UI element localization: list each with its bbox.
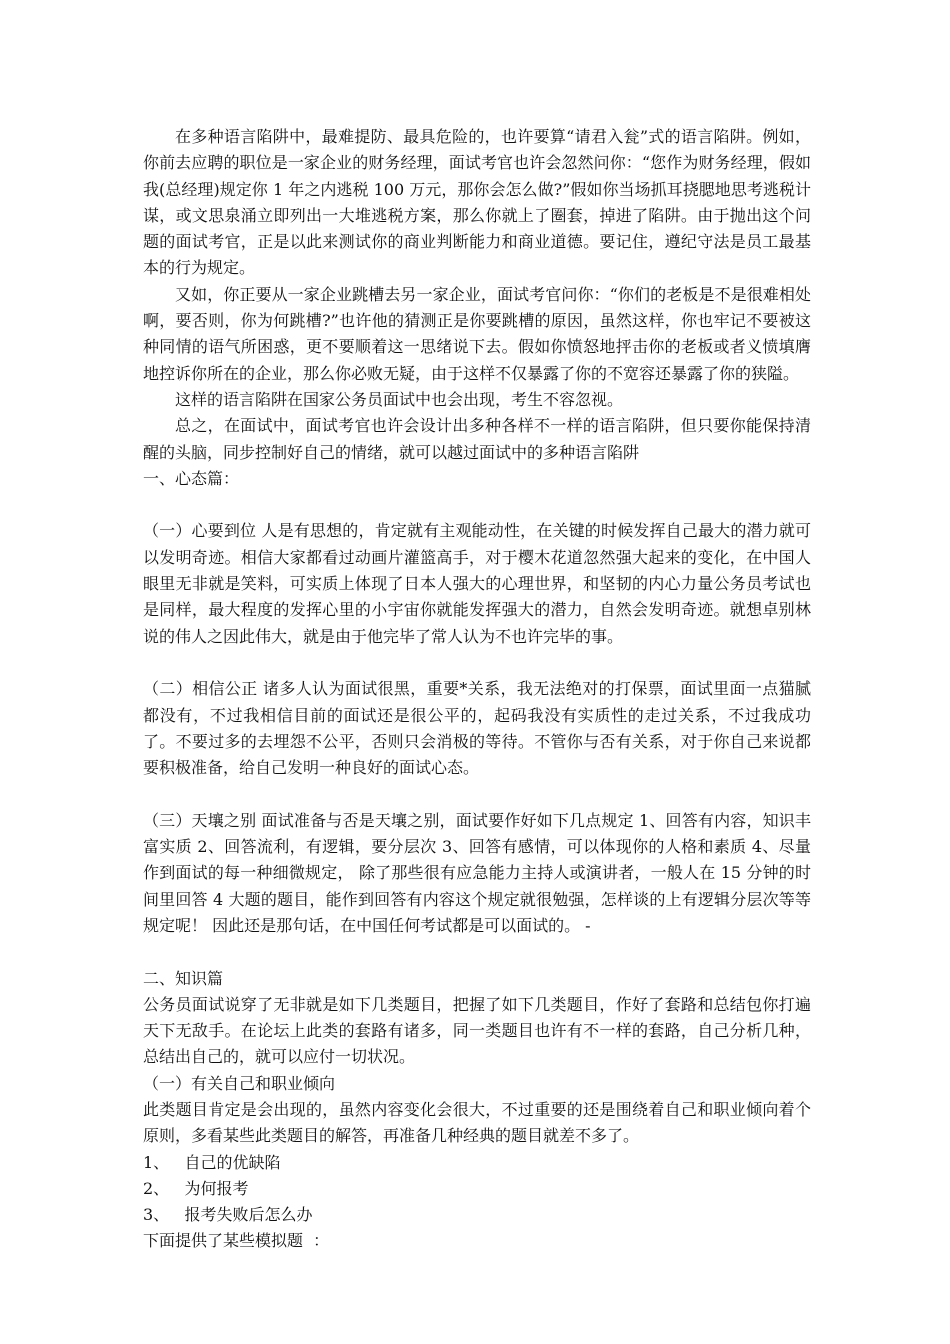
subheading-self-and-career: （一）有关自己和职业倾向 (143, 1073, 336, 1093)
list-item: 1、 自己的优缺陷 (143, 1152, 281, 1172)
paragraph-mock-questions: 下面提供了某些模拟题 ： (143, 1231, 330, 1251)
blank-line (143, 492, 811, 518)
blank-line (143, 650, 811, 676)
heading-knowledge: 二、知识篇 (143, 968, 224, 988)
paragraph-mindset-3: （三）天壤之别 面试准备与否是天壤之别，面试要作好如下几点规定 1、回答有内容，知识丰富实质 2、回答流利，有逻辑，要分层次 3、回答有感情，可以体现你的人格和素质 4、尽量作到面试的每一种细微规定， 除了那些很有应急能力主持人或演讲者，一般人在 15 分钟的时间里回答 4 大题的题目，能作到回答有内容这个规定就很勉强，怎样谈的上有逻辑分层次等等规定呢！ 因此还是那句话，在中国任何考试都是可以面试的。 - (143, 810, 811, 935)
list-item: 2、 为何报考 (143, 1178, 249, 1198)
heading-mindset: 一、心态篇： (143, 468, 240, 488)
paragraph-knowledge-intro: 公务员面试说穿了无非就是如下几类题目，把握了如下几类题目，作好了套路和总结包你打遍天下无敌手。在论坛上此类的套路有诸多，同一类题目也许有不一样的套路，自己分析几种，总结出自己的，就可以应付一切状况。 (143, 994, 811, 1067)
paragraph-job-hopping-example: 又如，你正要从一家企业跳槽去另一家企业，面试考官问你：“你们的老板是不是很难相处啊，要否则，你为何跳槽?”也许他的猜测正是你要跳槽的原因，虽然这样，你也牢记不要被这种同情的语气所困惑，更不要顺着这一思绪说下去。假如你愤怒地抨击你的老板或者义愤填膺地控诉你所在的企业，那么你必败无疑，由于这样不仅暴露了你的不宽容还暴露了你的狭隘。 (143, 284, 811, 383)
list-item: 3、 报考失败后怎么办 (143, 1205, 313, 1225)
paragraph-mindset-2: （二）相信公正 诸多人认为面试很黑，重要*关系，我无法绝对的打保票，面试里面一点猫腻都没有，不过我相信目前的面试还是很公平的，起码我没有实质性的走过关系，不过我成功了。不要过多的去埋怨不公平，否则只会消极的等待。不管你与否有关系，对于你自己来说都要积极准备，给自己发明一种良好的面试心态。 (143, 679, 811, 778)
blank-line (143, 781, 811, 807)
document-body (143, 124, 811, 1255)
paragraph-summary: 总之，在面试中，面试考官也许会设计出多种各样不一样的语言陷阱，但只要你能保持清醒的头脑，同步控制好自己的情绪，就可以越过面试中的多种语言陷阱 (143, 416, 811, 462)
paragraph-civil-service-note: 这样的语言陷阱在国家公务员面试中也会出现，考生不容忽视。 (175, 389, 624, 409)
blank-line (143, 939, 811, 965)
paragraph-mindset-1: （一）心要到位 人是有思想的，肯定就有主观能动性，在关键的时候发挥自己最大的潜力就可以发明奇迹。相信大家都看过动画片灌篮高手，对于樱木花道忽然强大起来的变化，在中国人眼里无非就是笑料，可实质上体现了日本人强大的心理世界，和坚韧的内心力量公务员考试也是同样，最大程度的发挥心里的小宇宙你就能发挥强大的潜力，自然会发明奇迹。就想卓别林说的伟人之因此伟大，就是由于他完毕了常人认为不也许完毕的事。 (143, 521, 811, 646)
paragraph-self-and-career: 此类题目肯定是会出现的，虽然内容变化会很大，不过重要的还是围绕着自己和职业倾向着个原则，多看某些此类题目的解答，再准备几种经典的题目就差不多了。 (143, 1099, 811, 1146)
paragraph-language-trap-intro: 在多种语言陷阱中，最难提防、最具危险的，也许要算“请君入瓮”式的语言陷阱。例如，你前去应聘的职位是一家企业的财务经理，面试考官也许会忽然问你：“您作为财务经理，假如我(总经理)规定你 1 年之内逃税 100 万元，那你会怎么做?”假如你当场抓耳挠腮地思考逃税计谋，或文思泉涌立即列出一大堆逃税方案，那么你就上了圈套，掉进了陷阱。由于抛出这个问题的面试考官，正是以此来测试你的商业判断能力和商业道德。要记住，遵纪守法是员工最基本的行为规定。 (143, 127, 811, 278)
